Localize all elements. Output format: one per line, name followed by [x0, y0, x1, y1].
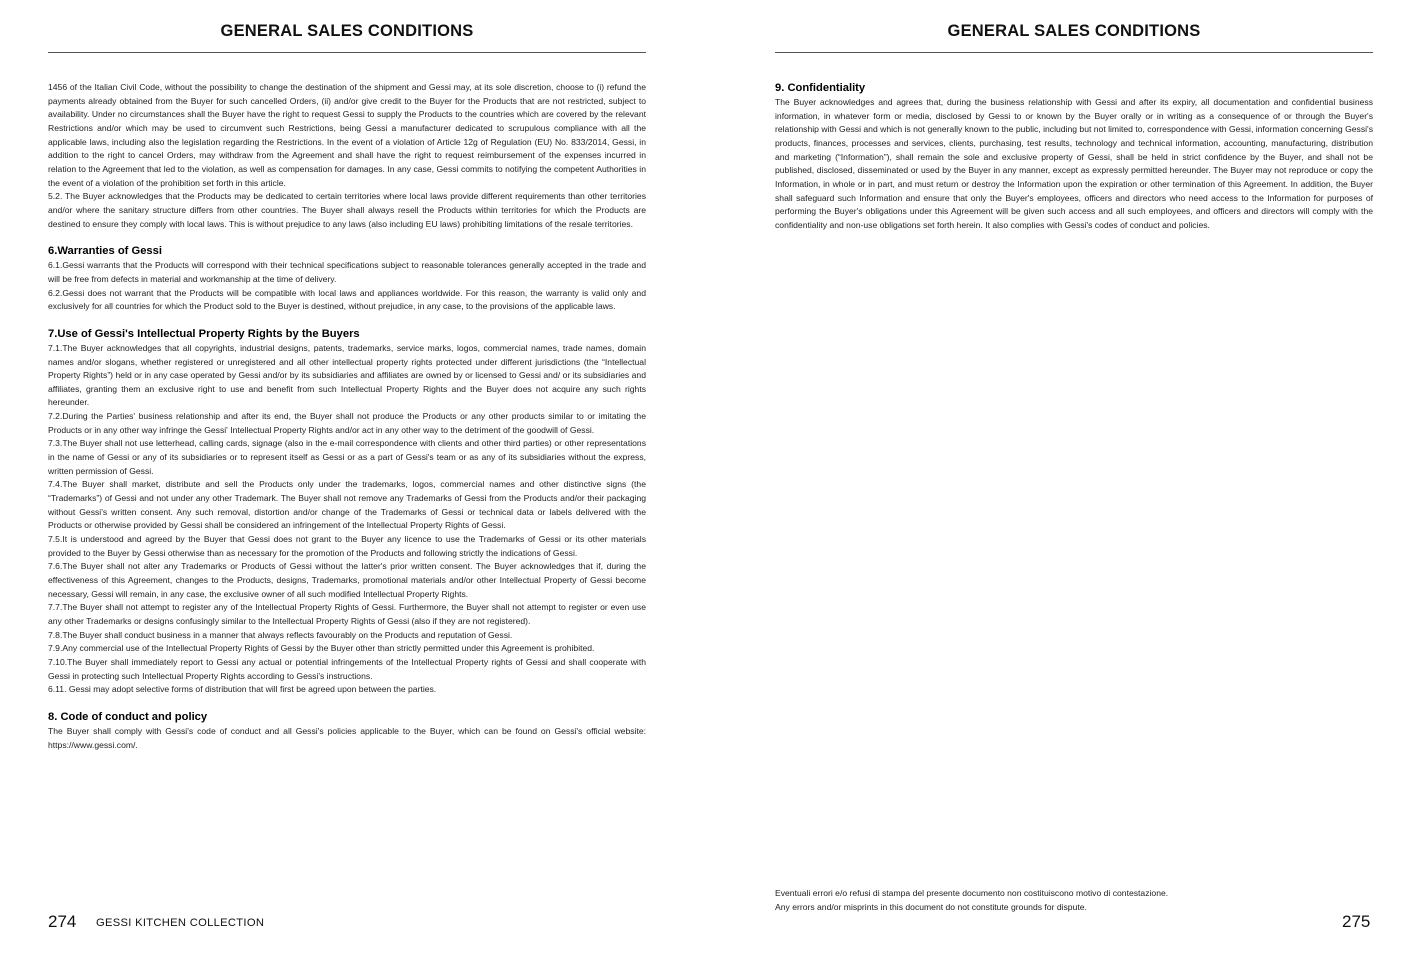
left-page-body [48, 81, 646, 752]
page-number-right: 275 [1342, 912, 1371, 931]
page-title: GENERAL SALES CONDITIONS [947, 22, 1201, 40]
left-page [48, 0, 646, 959]
paragraph: 7.1.The Buyer acknowledges that all copyrights, industrial designs, patents, trademarks, service marks, logos, commercial names, trade names, domain names and/or slogans, whether registered or unregistered and all other intellectual property rights protected under different jurisdictions (the “Intellectual Property Rights”) held or in any case operated by Gessi and/or by its subsidiaries and affiliates are owned by or licensed to Gessi and/ or its subsidiaries and affiliates, granting them an exclusive right to use and benefit from such Intellectual Property Rights and the Buyer does not acquire any such rights hereunder. [48, 342, 646, 408]
paragraph: 6.11. Gessi may adopt selective forms of distribution that will first be agreed upon between the parties. [48, 684, 437, 695]
paragraph: 6.1.Gessi warrants that the Products will correspond with their technical specifications subject to reasonable tolerances generally accepted in the trade and will be free from defects in material and workmanship at the time of delivery. [48, 260, 646, 284]
page-number-left: 274 [48, 912, 77, 931]
paragraph: The Buyer acknowledges and agrees that, during the business relationship with Gessi and after its expiry, all documentation and confidential business information, in whatever form or media, disclosed by Gessi to or known by the Buyer orally or in writing as a consequence of or through the Buyer's relationship with Gessi and which is not generally known to the public, including but not limited to, correspondence with Gessi, information concerning Gessi's products, finances, processes and services, clients, purchasing, test results, technology and technical information, accounting, manufacturing, distribution and marketing (“Information”), shall remain the sole and exclusive property of Gessi, shall be held in strict confidence by the Buyer, and shall not be published, disclosed, disseminated or used by the Buyer in any manner, except as expressly permitted hereunder. The Buyer may not reproduce or copy the Information, in whole or in part, and must return or destroy the Information upon the expiration or other termination of this Agreement. In addition, the Buyer shall safeguard such Information and ensure that only the Buyer's employees, officers and directors who need access to the Information for purposes of performing the Buyer's obligations under this Agreement will be given such access and all such employees, and officers and directors will comply with the confidentiality and non-use obligations set forth herein. It also complies with Gessi's codes of conduct and policies. [775, 97, 1373, 230]
right-page [775, 0, 1373, 959]
paragraph: 6.2.Gessi does not warrant that the Products will be compatible with local laws and appliances worldwide. For this reason, the warranty is valid only and exclusively for all countries for which the Product sold to the Buyer is destined, without prejudice, in any case, to the provisions of the applicable laws. [48, 287, 646, 312]
paragraph: 7.6.The Buyer shall not alter any Trademarks or Products of Gessi without the latter's prior written consent. The Buyer acknowledges that if, during the effectiveness of this Agreement, changes to the Products, designs, Trademarks, promotional materials and/or other Intellectual Property of Gessi become necessary, Gessi will remain, in any case, the exclusive owner of all such modified Intellectual Property Rights. [48, 561, 646, 599]
paragraph: 7.10.The Buyer shall immediately report to Gessi any actual or potential infringements of the Intellectual Property rights of Gessi and shall cooperate with Gessi in protecting such Intellectual Property Rights according to Gessi's instructions. [48, 656, 646, 681]
section-heading-warranties: 6.Warranties of Gessi [48, 245, 162, 258]
print-disclaimer [775, 886, 1335, 914]
disclaimer-english: Any errors and/or misprints in this document do not constitute grounds for dispute. [775, 902, 1087, 912]
paragraph: 7.2.During the Parties' business relationship and after its end, the Buyer shall not produce the Products or any other products similar to or imitating the Products or in any other way infringe the Gessi' Intellectual Property Rights and/or act in any other way to the detriment of the goodwill of Gessi. [48, 411, 646, 435]
paragraph: 5.2. The Buyer acknowledges that the Products may be dedicated to certain territories where local laws provide different requirements than other territories and/or where the sanitary structure differs from other countries. The Buyer shall always resell the Products within territories for which the Products are destined to ensure they comply with local laws. This is without prejudice to any laws (also including EU laws) prohibiting limitations of the resale territories. [48, 191, 646, 229]
disclaimer-italian: Eventuali errori e/o refusi di stampa del presente documento non costituiscono motivo di contestazione. [775, 888, 1169, 898]
section-heading-intellectual-property: 7.Use of Gessi's Intellectual Property Rights by the Buyers [48, 327, 360, 340]
section-heading-code-of-conduct: 8. Code of conduct and policy [48, 710, 208, 723]
paragraph: The Buyer shall comply with Gessi's code of conduct and all Gessi's policies applicable to the Buyer, which can be found on Gessi's official website: https://www.gessi.com/. [48, 725, 646, 750]
collection-name: GESSI KITCHEN COLLECTION [96, 917, 265, 929]
paragraph: 7.9.Any commercial use of the Intellectual Property Rights of Gessi by the Buyer other than strictly permitted under this Agreement is prohibited. [48, 643, 595, 654]
page-title: GENERAL SALES CONDITIONS [220, 22, 474, 40]
paragraph: 7.8.The Buyer shall conduct business in a manner that always reflects favourably on the Products and reputation of Gessi. [48, 629, 513, 640]
section-heading-confidentiality: 9. Confidentiality [775, 82, 866, 94]
paragraph: 7.4.The Buyer shall market, distribute and sell the Products only under the trademarks, logos, commercial names and other distinctive signs (the “Trademarks”) of Gessi and not under any other Trademark. The Buyer shall not remove any Trademarks of Gessi from the Products and/or their packaging without Gessi's written consent. Any such removal, distortion and/or change of the Trademarks of Gessi or technical data or labels delivered with the Products or otherwise provided by Gessi shall be considered an infringement of the Intellectual Property Rights of Gessi. [48, 479, 646, 531]
paragraph: 1456 of the Italian Civil Code, without the possibility to change the destination of the shipment and Gessi may, at its sole discretion, choose to (i) refund the payments already obtained from the Buyer for such cancelled Orders, (ii) and/or give credit to the Buyer for the Products that are not restricted, subject to availability. Under no circumstances shall the Buyer have the right to request Gessi to supply the Products to the countries which are covered by the relevant Restrictions and/or which may be used to circumvent such Restrictions, being Gessi a manufacturer dedicated to scrupulous compliance with all the applicable laws, including also the legislation regarding the Restrictions. In the event of a violation of Article 12g of Regulation (EU) No. 833/2014, Gessi, in addition to the right to cancel Orders, may withdraw from the Agreement and shall have the right to request reimbursement of the expenses incurred in relation to the Agreement that led to the violation, as well as compensation for damages. In any case, Gessi commits to notifying the competent Authorities in the event of a violation of the prohibition set forth in this article. [48, 82, 646, 188]
paragraph: 7.3.The Buyer shall not use letterhead, calling cards, signage (also in the e-mail correspondence with clients and other third parties) or other representations in the name of Gessi or any of its subsidiaries or to represent itself as Gessi or as a part of Gessi's team or as any of its subsidiaries without the express, written permission of Gessi. [48, 438, 646, 476]
title-divider [48, 52, 646, 53]
paragraph: 7.5.It is understood and agreed by the Buyer that Gessi does not grant to the Buyer any licence to use the Trademarks of Gessi or its other materials provided to the Buyer by Gessi otherwise than as necessary for the promotion of the Products and following strictly the indications of Gessi. [48, 534, 646, 558]
right-page-body [775, 81, 1373, 233]
paragraph: 7.7.The Buyer shall not attempt to register any of the Intellectual Property Rights of Gessi. Furthermore, the Buyer shall not attempt to register or even use any other Trademarks or designs confusingly similar to the Intellectual Property Rights of Gessi (also if they are not registered). [48, 602, 646, 626]
title-divider [775, 52, 1373, 53]
